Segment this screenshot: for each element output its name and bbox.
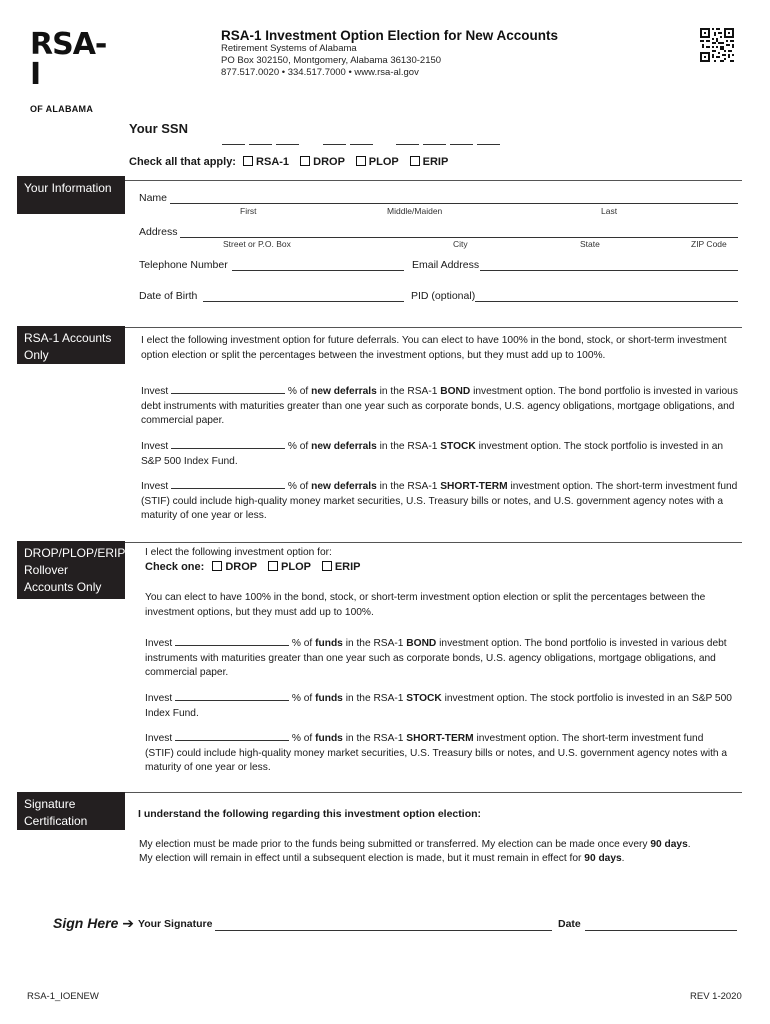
sign-here-label: Sign Here ➔ xyxy=(53,915,134,931)
option-drop-label: DROP xyxy=(313,156,345,168)
form-title: RSA-1 Investment Option Election for New Accounts xyxy=(221,28,559,43)
date-field[interactable] xyxy=(585,930,737,931)
dob-label: Date of Birth xyxy=(139,290,198,302)
signature-label: Your Signature xyxy=(138,918,213,930)
section-divider xyxy=(125,542,742,543)
rollover-shortterm-item: Invest % of funds in the RSA-1 SHORT-TERM investment option. The short-term investment fund (STIF) could include high-quality money market securities, U.S. Treasury bills or notes, and U.S. government agency notes with a maturity of one year or less. xyxy=(145,733,728,773)
ssn-field[interactable] xyxy=(222,136,504,148)
pid-field[interactable] xyxy=(475,301,738,302)
rollover-stock-item: Invest % of funds in the RSA-1 STOCK investment option. The stock portfolio is invested in an S&P 500 Index Fund. xyxy=(145,693,732,719)
checkbox-rsa1[interactable] xyxy=(243,156,253,166)
check-one-label: Check one: xyxy=(145,561,205,573)
section-divider xyxy=(125,792,742,793)
rsa-logo xyxy=(30,27,112,114)
rollover-para: You can elect to have 100% in the bond, stock, or short-term investment option election or split the percentages between the investment options, but they must add up to 100%. xyxy=(145,592,706,618)
signature-line-2: My election will remain in effect until a subsequent election is made, but it must remain in effect for 90 days. xyxy=(139,853,625,864)
telephone-label: Telephone Number xyxy=(139,259,228,271)
signature-line-1: My election must be made prior to the funds being submitted or transferred. My election can be made once every 90 days. xyxy=(139,839,691,850)
email-field[interactable] xyxy=(480,270,738,271)
check-one-row: Check one: DROP PLOP ERIP xyxy=(145,561,361,573)
rsa1-bond-percent-field[interactable] xyxy=(171,384,285,394)
rsa1-stock-item: Invest % of new deferrals in the RSA-1 STOCK investment option. The stock portfolio is invested in an S&P 500 Index Fund. xyxy=(141,441,724,467)
section-divider xyxy=(125,180,742,181)
org-name: Retirement Systems of Alabama xyxy=(221,43,357,54)
section-tab-rsa1: RSA-1 Accounts Only xyxy=(17,326,125,364)
signature-heading: I understand the following regarding this investment option election: xyxy=(138,808,482,820)
address-sub-street: Street or P.O. Box xyxy=(223,239,291,249)
section-tab-your-information: Your Information xyxy=(17,176,125,214)
form-code: RSA-1_IOENEW xyxy=(27,991,99,1002)
pid-label: PID (optional) xyxy=(411,290,476,302)
option-erip-label: ERIP xyxy=(422,156,449,168)
rollover-stock-percent-field[interactable] xyxy=(175,691,289,701)
revision-date: REV 1-2020 xyxy=(690,991,742,1002)
name-label: Name xyxy=(139,192,168,204)
name-sub-middle: Middle/Maiden xyxy=(387,206,443,216)
signature-field[interactable] xyxy=(215,930,552,931)
rollover-bond-percent-field[interactable] xyxy=(175,636,289,646)
email-label: Email Address xyxy=(412,259,480,271)
section-tab-signature: Signature Certification xyxy=(17,792,125,830)
rsa1-bond-item: Invest % of new deferrals in the RSA-1 BOND investment option. The bond portfolio is invested in various debt instruments with maturities greater than one year such as corporate bonds, U.S. agency obligations, mortgage obligations, and commercial paper. xyxy=(141,386,738,426)
org-address: PO Box 302150, Montgomery, Alabama 36130-2150 xyxy=(221,55,442,66)
address-sub-state: State xyxy=(580,239,600,249)
rollover-intro: I elect the following investment option for: xyxy=(145,547,332,558)
rollover-bond-item: Invest % of funds in the RSA-1 BOND investment option. The bond portfolio is invested in various debt instruments with maturities greater than one year such as corporate bonds, U.S. agency obligations, mortgage obligations, and commercial paper. xyxy=(145,638,727,678)
ssn-label: Your SSN xyxy=(129,121,188,136)
rsa1-shortterm-percent-field[interactable] xyxy=(171,479,285,489)
section-divider xyxy=(125,327,742,328)
address-sub-city: City xyxy=(453,239,468,249)
check-all-label: Check all that apply: xyxy=(129,156,236,168)
form-header xyxy=(221,28,558,79)
address-label: Address xyxy=(139,226,178,238)
checkbox-rollover-plop[interactable] xyxy=(268,561,278,571)
check-all-row xyxy=(129,156,448,168)
rsa1-intro: I elect the following investment option for future deferrals. You can elect to have 100% in the bond, stock, or short-term investment option election or split the percentages between the investment options, but they must add up to 100%. xyxy=(141,335,727,361)
name-sub-last: Last xyxy=(601,206,618,216)
rsa1-stock-percent-field[interactable] xyxy=(171,439,285,449)
address-sub-zip: ZIP Code xyxy=(691,239,727,249)
option-plop-label: PLOP xyxy=(368,156,399,168)
section-tab-rollover: DROP/PLOP/ERIP Rollover Accounts Only xyxy=(17,541,125,599)
rollover-shortterm-percent-field[interactable] xyxy=(175,731,289,741)
checkbox-plop[interactable] xyxy=(356,156,366,166)
logo-mark: RSA-I xyxy=(30,27,107,92)
option-rsa1-label: RSA-1 xyxy=(256,156,290,168)
name-sub-first: First xyxy=(240,206,257,216)
address-field[interactable] xyxy=(180,237,738,238)
org-contact: 877.517.0020 • 334.517.7000 • www.rsa-al.gov xyxy=(221,67,419,78)
checkbox-erip[interactable] xyxy=(410,156,420,166)
name-field[interactable] xyxy=(170,203,738,204)
checkbox-rollover-erip[interactable] xyxy=(322,561,332,571)
dob-field[interactable] xyxy=(203,301,404,302)
date-label: Date xyxy=(558,918,581,930)
qr-code-icon xyxy=(700,28,734,62)
telephone-field[interactable] xyxy=(232,270,404,271)
logo-subtitle: OF ALABAMA xyxy=(30,104,94,114)
checkbox-rollover-drop[interactable] xyxy=(212,561,222,571)
rsa1-shortterm-item: Invest % of new deferrals in the RSA-1 SHORT-TERM investment option. The short-term investment fund (STIF) could include high-quality money market securities, U.S. Treasury bills or notes, and U.S. government agency notes with a maturity of one year or less. xyxy=(141,481,738,521)
checkbox-drop[interactable] xyxy=(300,156,310,166)
